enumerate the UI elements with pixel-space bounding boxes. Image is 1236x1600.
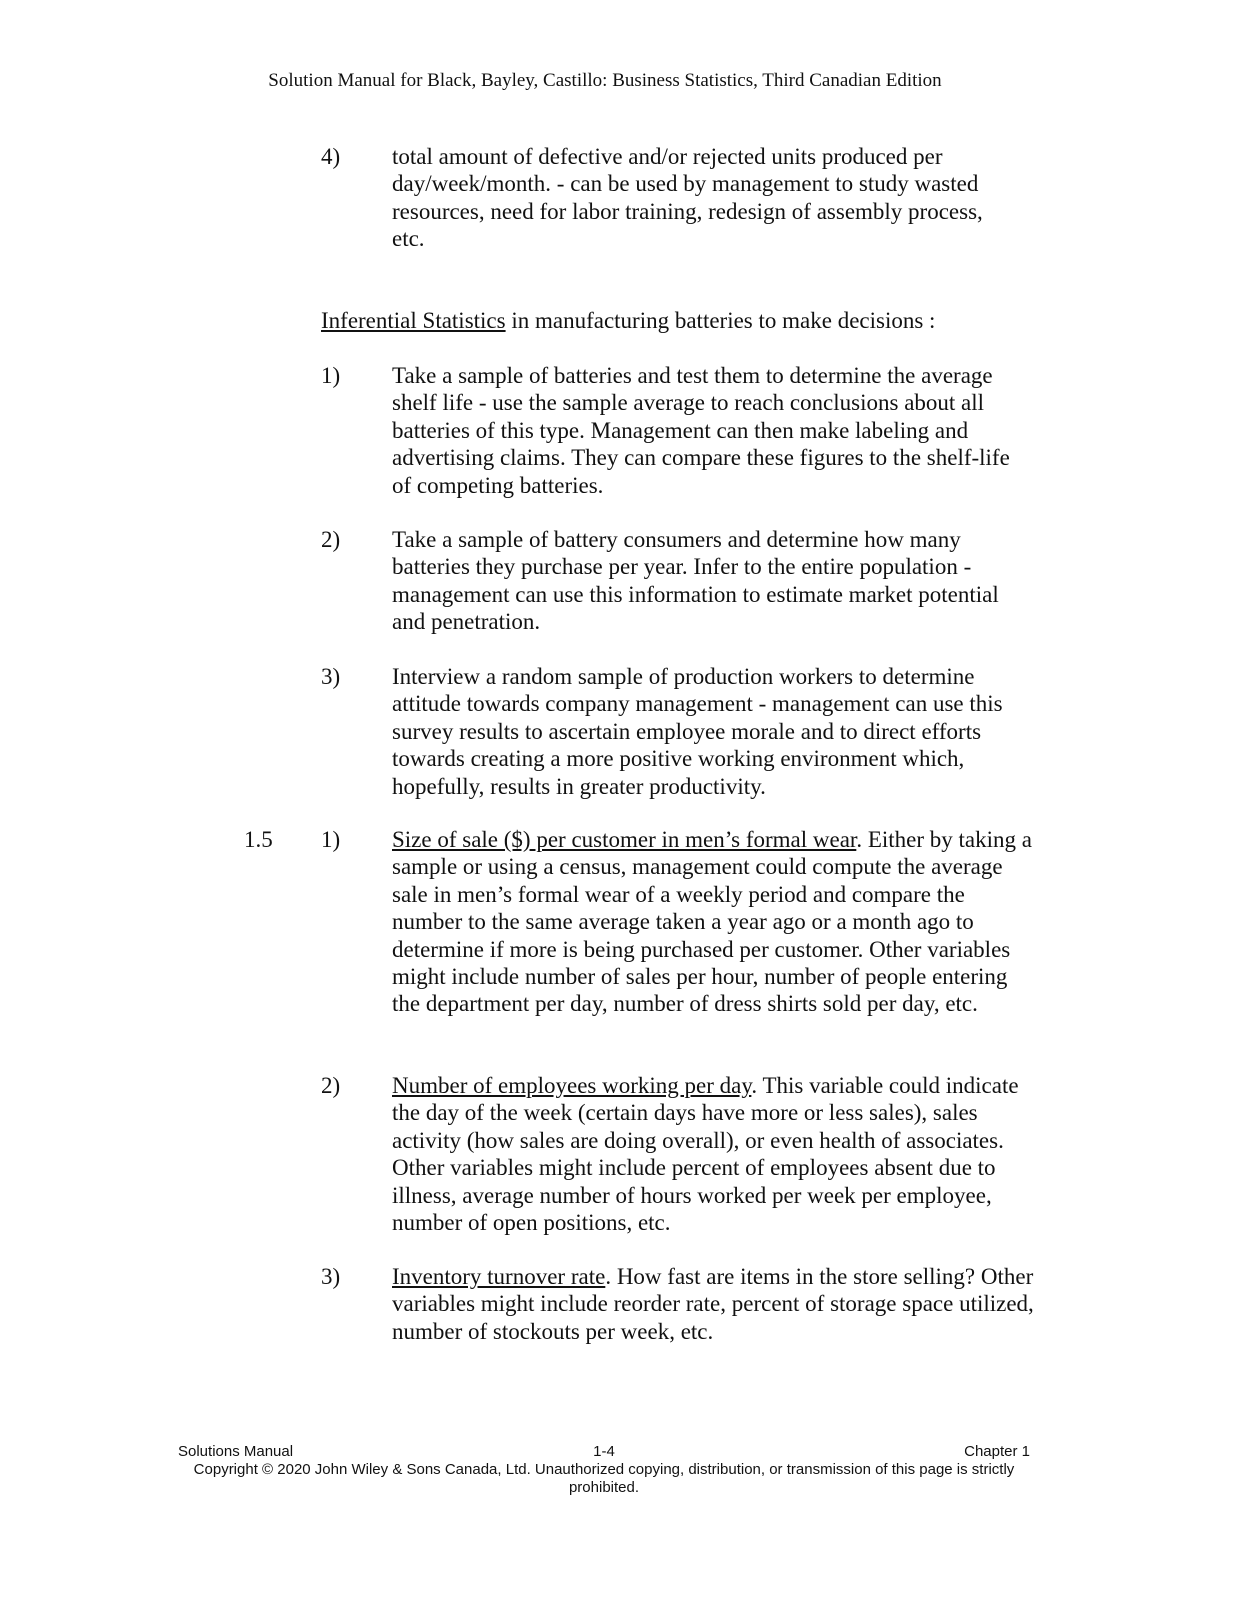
item-text: Take a sample of batteries and test them to determine the average shelf life - use the sample average to reach conclusions about all batteries of this type. Management can then make labeling and advertising claims. They can compare these figures to the shelf-life of competing batteries. bbox=[392, 363, 1010, 498]
page-footer bbox=[178, 1443, 1030, 1497]
item-underlined: Inventory turnover rate bbox=[392, 1264, 606, 1289]
footer-copyright: Copyright © 2020 John Wiley & Sons Canada, Ltd. Unauthorized copying, distribution, or transmission of this page is strictly prohibited. bbox=[193, 1461, 1015, 1496]
item-body: . Either by taking a sample or using a census, management could compute the average sale in men’s formal wear of a weekly period and compare the number to the same average taken a year ago or a month ago to determine if more is being purchased per customer. Other variables might include number of sales per hour, number of people entering the department per day, number of dress shirts sold per day, etc. bbox=[392, 827, 1032, 1017]
item-number: 2) bbox=[321, 1073, 341, 1098]
heading-underlined: Inferential Statistics bbox=[321, 308, 506, 333]
item-text: Interview a random sample of production workers to determine attitude towards company management - management can use this survey results to ascertain employee morale and to direct efforts towards creating a more positive working environment which, hopefully, results in greater productivity. bbox=[392, 664, 1003, 799]
item-body: . How fast are items in the store selling? Other variables might include reorder rate, percent of storage space utilized, number of stockouts per week, etc. bbox=[392, 1264, 1034, 1344]
item-text bbox=[392, 1072, 1032, 1236]
heading-rest: in manufacturing batteries to make decisions : bbox=[505, 308, 936, 333]
item-number: 3) bbox=[321, 1264, 341, 1289]
footer-manual-label: Solutions Manual bbox=[178, 1443, 294, 1460]
item-number: 2) bbox=[321, 527, 341, 552]
footer-page-number: 1-4 bbox=[593, 1443, 615, 1460]
item-number: 4) bbox=[321, 144, 341, 169]
item-number: 1) bbox=[321, 363, 341, 388]
item-number: 1) bbox=[321, 827, 341, 852]
item-text bbox=[392, 826, 1037, 1018]
footer-chapter: Chapter 1 bbox=[964, 1443, 1030, 1460]
item-text: total amount of defective and/or rejected units produced per day/week/month. - can be used by management to study wasted resources, need for labor training, redesign of assembly process, etc. bbox=[392, 144, 983, 252]
section-heading bbox=[321, 307, 935, 334]
item-number: 3) bbox=[321, 664, 341, 689]
item-body: . This variable could indicate the day of the week (certain days have more or less sales), sales activity (how sales are doing overall), or even health of associates. Other variables might include percent of employees absent due to illness, average number of hours worked per week per employee, number of open positions, etc. bbox=[392, 1073, 1019, 1236]
section-number: 1.5 bbox=[244, 827, 273, 852]
item-text: Take a sample of battery consumers and determine how many batteries they purchase per year. Infer to the entire population - management can use this information to estimate market potential and penetration. bbox=[392, 527, 999, 635]
item-underlined: Number of employees working per day bbox=[392, 1073, 752, 1098]
running-header: Solution Manual for Black, Bayley, Castillo: Business Statistics, Third Canadian Edition bbox=[268, 70, 942, 91]
item-text bbox=[392, 1263, 1037, 1345]
item-underlined: Size of sale ($) per customer in men’s formal wear bbox=[392, 827, 857, 852]
